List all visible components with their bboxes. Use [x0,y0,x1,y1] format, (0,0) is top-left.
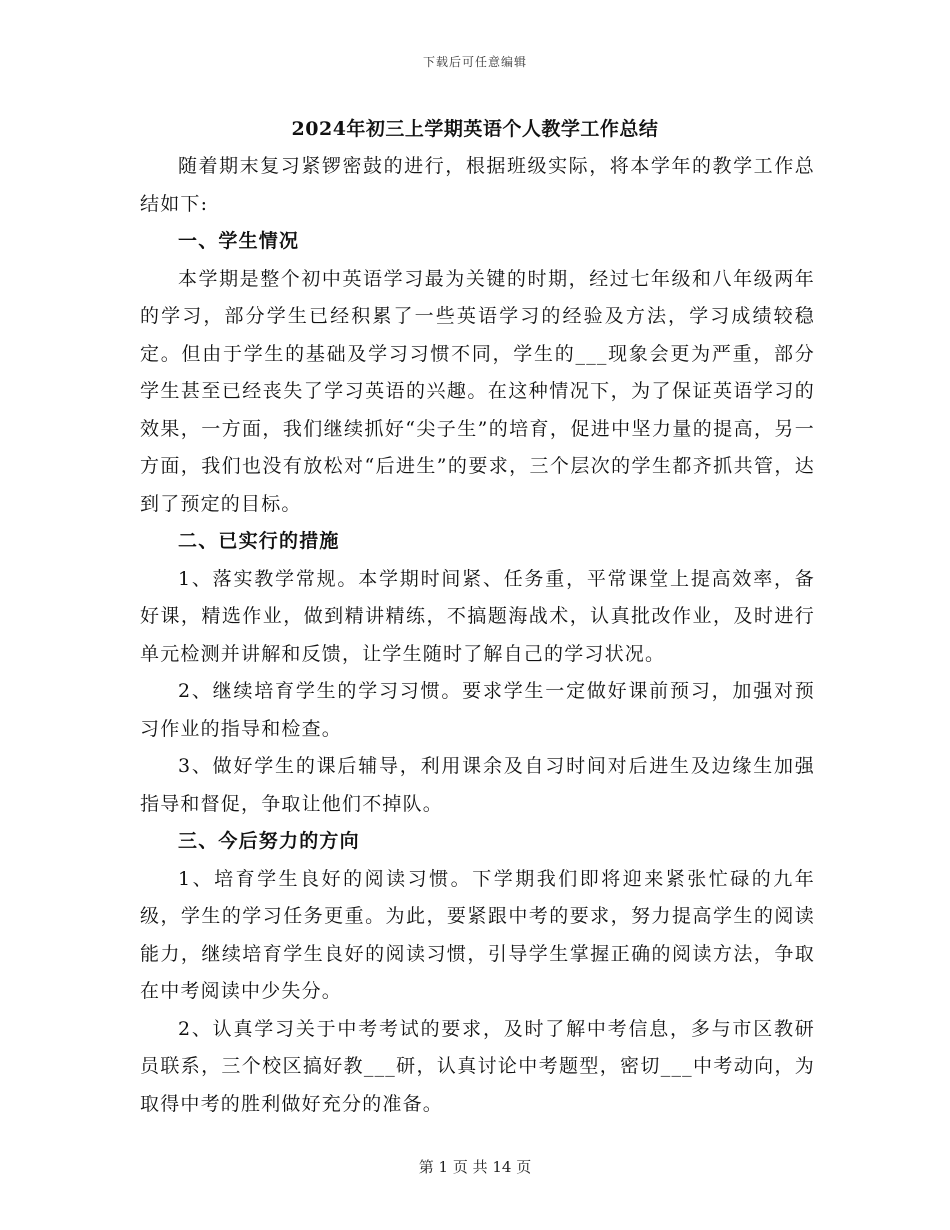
section-paragraph: 1、培育学生良好的阅读习惯。下学期我们即将迎来紧张忙碌的九年级，学生的学习任务更重。为此，要紧跟中考的要求，努力提高学生的阅读能力，继续培育学生良好的阅读习惯，引导学生掌握正确的阅读方法，争取在中考阅读中少失分。 [140,867,815,1002]
page-number: 第 1 页 共 14 页 [418,1158,532,1176]
section-future-direction [140,823,815,1123]
section-paragraph: 3、做好学生的课后辅导，利用课余及自习时间对后进生及边缘生加强指导和督促，争取让他们不掉队。 [140,755,815,815]
section-heading: 三、今后努力的方向 [178,830,360,852]
section-heading: 二、已实行的措施 [178,530,340,552]
header-note: 下载后可任意编辑 [422,55,527,69]
section-paragraph: 2、认真学习关于中考考试的要求，及时了解中考信息，多与市区教研员联系，三个校区搞好教___研，认真讨论中考题型，密切___中考动向，为取得中考的胜利做好充分的准备。 [140,1017,815,1115]
section-student-situation [140,223,815,523]
section-measures [140,523,815,823]
section-paragraph: 本学期是整个初中英语学习最为关键的时期，经过七年级和八年级两年的学习，部分学生已经积累了一些英语学习的经验及方法，学习成绩较稳定。但由于学生的基础及学习习惯不同，学生的___现象会更为严重，部分学生甚至已经丧失了学习英语的兴趣。在这种情况下，为了保证英语学习的效果，一方面，我们继续抓好“尖子生”的培育，促进中坚力量的提高，另一方面，我们也没有放松对“后进生”的要求，三个层次的学生都齐抓共管，达到了预定的目标。 [140,267,815,515]
section-heading: 一、学生情况 [178,230,300,252]
document-body [140,148,815,1123]
section-paragraph: 1、落实教学常规。本学期时间紧、任务重，平常课堂上提高效率，备好课，精选作业，做到精讲精练，不搞题海战术，认真批改作业，及时进行单元检测并讲解和反馈，让学生随时了解自己的学习状况。 [140,567,815,665]
section-paragraph: 2、继续培育学生的学习习惯。要求学生一定做好课前预习，加强对预习作业的指导和检查。 [140,680,815,740]
intro-paragraph: 随着期末复习紧锣密鼓的进行，根据班级实际，将本学年的教学工作总结如下: [140,155,815,215]
document-title: 2024年初三上学期英语个人教学工作总结 [291,118,659,140]
